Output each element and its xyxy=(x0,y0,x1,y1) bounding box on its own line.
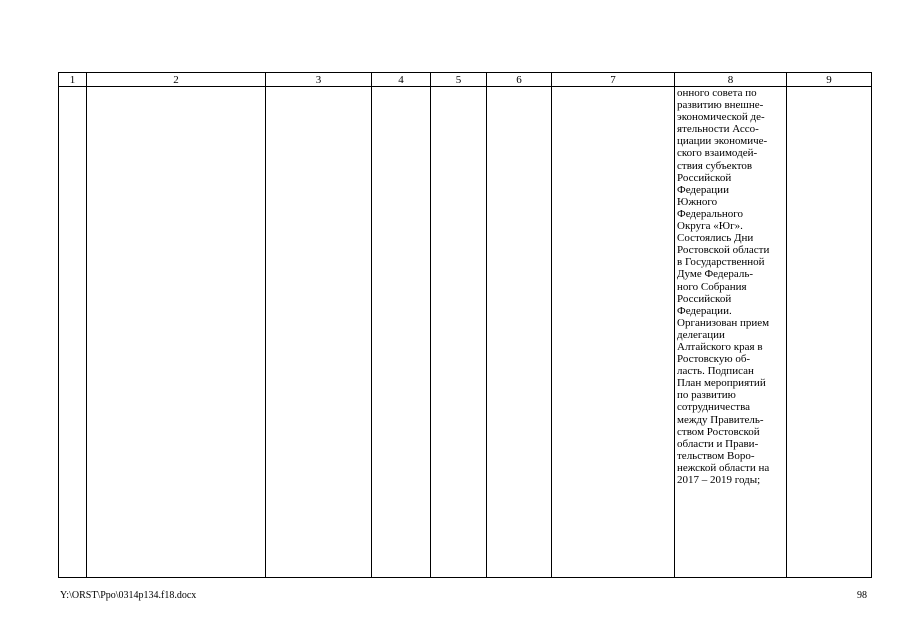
data-table xyxy=(58,72,872,578)
cell-col-6 xyxy=(487,87,552,578)
column-header-3: 3 xyxy=(266,73,372,87)
column-header-7: 7 xyxy=(552,73,675,87)
table-row xyxy=(59,87,872,578)
cell-col-8 xyxy=(675,87,787,578)
column-header-4: 4 xyxy=(372,73,431,87)
header-row xyxy=(59,73,872,87)
cell-text-description: онного совета по развитию внешне- экономической де- ятельности Ассо- циации экономиче- ского взаимодей- ствия субъектов Российской Федерации Южного Федерального Округа «Юг». Состоялись Дни Ростовской области в Государственной Думе Федераль- ного Собрания Российской Федерации. Организован прием делегации Алтайского края в Ростовскую об- ласть. Подписан План мероприятий по развитию сотрудничества между Правитель- ством Ростовской области и Прави- тельством Воро- нежской области на 2017 – 2019 годы; xyxy=(677,87,770,486)
cell-col-4 xyxy=(372,87,431,578)
footer-page-number: 98 xyxy=(857,590,867,601)
cell-col-3 xyxy=(266,87,372,578)
footer-file-path: Y:\ORST\Ppo\0314p134.f18.docx xyxy=(60,590,197,601)
cell-col-5 xyxy=(431,87,487,578)
cell-col-9 xyxy=(787,87,872,578)
cell-col-7 xyxy=(552,87,675,578)
column-header-2: 2 xyxy=(87,73,266,87)
column-header-6: 6 xyxy=(487,73,552,87)
cell-col-2 xyxy=(87,87,266,578)
column-header-8: 8 xyxy=(675,73,787,87)
column-header-1: 1 xyxy=(59,73,87,87)
cell-col-1 xyxy=(59,87,87,578)
column-header-5: 5 xyxy=(431,73,487,87)
column-header-9: 9 xyxy=(787,73,872,87)
